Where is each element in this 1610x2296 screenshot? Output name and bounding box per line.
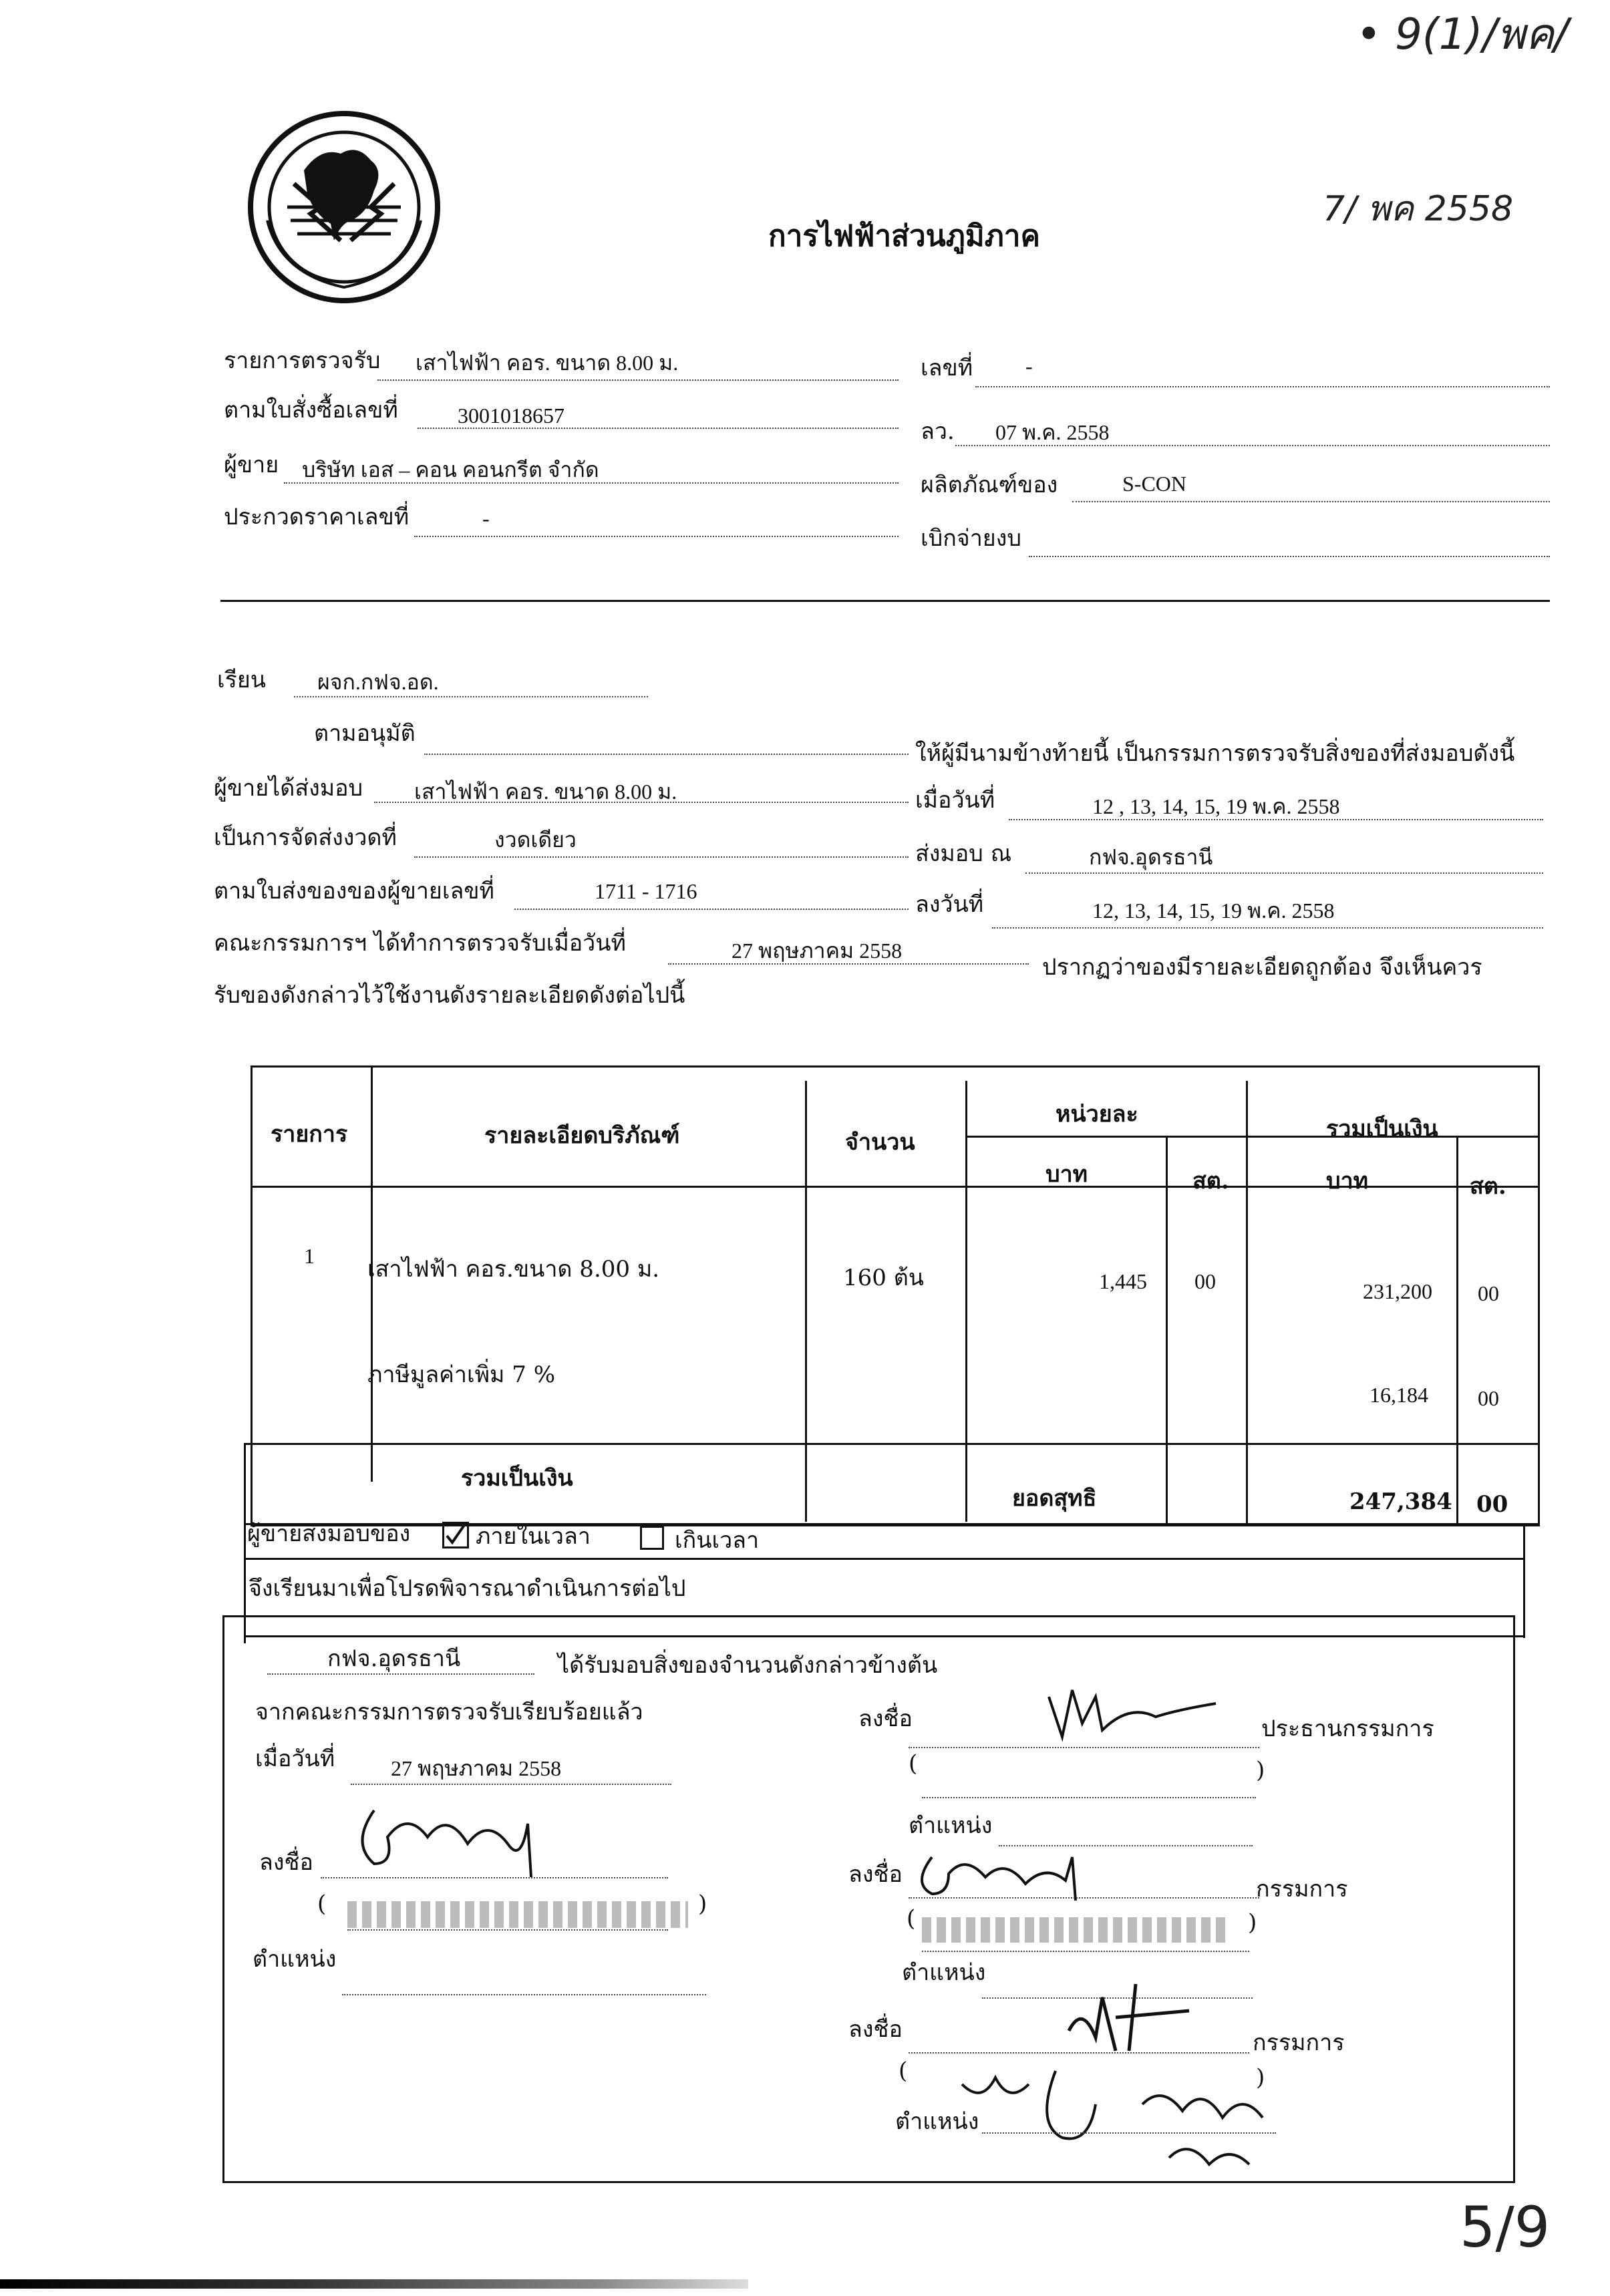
- table-row-1-unit-baht: 1,445: [1099, 1269, 1147, 1293]
- net-total-satang: 00: [1476, 1491, 1508, 1518]
- table-row-1-total-satang: 00: [1478, 1281, 1499, 1305]
- po-value: 3001018657: [458, 403, 565, 428]
- late-checkbox[interactable]: [640, 1526, 664, 1550]
- date-note: 7/ พค 2558: [1323, 189, 1514, 229]
- table-row-2-detail: ภาษีมูลค่าเพิ่ม 7 %: [367, 1361, 555, 1388]
- table-row-1-item: 1: [304, 1244, 315, 1268]
- header-divider: [220, 600, 1550, 602]
- pea-logo: [240, 107, 448, 307]
- receiver-signature: [347, 1784, 548, 1887]
- delivered-label: ผู้ขายได้ส่งมอบ: [214, 775, 363, 802]
- col-detail-header: รายละเอียดบริภัณฑ์: [484, 1122, 680, 1149]
- org-title: การไฟฟ้าส่วนภูมิภาค: [768, 219, 1040, 253]
- receipt-from-text: จากคณะกรรมการตรวจรับเรียบร้อยแล้ว: [255, 1699, 643, 1726]
- member1-name-stamp: [922, 1917, 1229, 1943]
- bid-label: ประกวดราคาเลขที่: [224, 504, 410, 530]
- to-label: เรียน: [217, 667, 267, 693]
- member1-title: กรรมการ: [1256, 1876, 1348, 1903]
- inspection-label: รายการตรวจรับ: [224, 347, 381, 374]
- corner-note: • 9(1)/พค/: [1356, 10, 1569, 59]
- committee-label: คณะกรรมการฯ ได้ทำการตรวจรับเมื่อวันที่: [214, 930, 626, 957]
- receipt-received-text: ได้รับมอบสิ่งของจำนวนดังกล่าวข้างต้น: [558, 1652, 938, 1679]
- dated-value: 07 พ.ค. 2558: [995, 420, 1110, 444]
- table-row-2-total-baht: 16,184: [1370, 1383, 1428, 1407]
- table-row-1-unit-satang: 00: [1194, 1269, 1216, 1293]
- member2-position-label: ตำแหน่ง: [895, 2108, 979, 2135]
- signed-date-value: 12, 13, 14, 15, 19 พ.ค. 2558: [1092, 898, 1335, 923]
- member1-close-paren: ): [1248, 1909, 1257, 1936]
- receipt-date-value: 27 พฤษภาคม 2558: [391, 1756, 562, 1780]
- col-total-header: รวมเป็นเงิน: [1326, 1116, 1438, 1142]
- po-label: ตามใบสั่งซื้อเลขที่: [224, 397, 398, 424]
- approval-label: ตามอนุมัติ: [314, 720, 416, 747]
- when-value: 12 , 13, 14, 15, 19 พ.ค. 2558: [1092, 794, 1340, 818]
- col-qty-header: จำนวน: [845, 1129, 915, 1156]
- chair-signature: [1042, 1677, 1223, 1753]
- receipt-date-label: เมื่อวันที่: [255, 1746, 335, 1772]
- member1-signature: [912, 1837, 1092, 1907]
- unit-satang-header: สต.: [1192, 1168, 1229, 1194]
- member1-open-paren: (: [907, 1905, 916, 1932]
- late-label: เกินเวลา: [675, 1527, 760, 1554]
- receiver-sign-label: ลงชื่อ: [259, 1849, 313, 1876]
- net-label: ยอดสุทธิ: [1012, 1485, 1097, 1512]
- invoice-label: ตามใบส่งของของผู้ขายเลขที่: [214, 878, 494, 905]
- chair-open-paren: (: [909, 1750, 918, 1777]
- chair-title: ประธานกรรมการ: [1261, 1715, 1434, 1742]
- total-satang-header: สต.: [1470, 1173, 1506, 1200]
- table-row-1-qty: 160 ต้น: [843, 1265, 925, 1291]
- installment-value: งวดเดียว: [494, 828, 577, 852]
- invoice-value: 1711 - 1716: [595, 879, 697, 903]
- scan-edge: [0, 2279, 748, 2289]
- unit-baht-header: บาท: [1045, 1161, 1088, 1188]
- seller-value: บริษัท เอส – คอน คอนกรีต จำกัด: [302, 458, 599, 482]
- member1-sign-label: ลงชื่อ: [848, 1861, 903, 1888]
- member2-sign-label: ลงชื่อ: [848, 2016, 903, 2043]
- member2-close-paren: ): [1256, 2064, 1265, 2091]
- number-label: เลขที่: [921, 355, 973, 381]
- committee-text: ปรากฏว่าของมีรายละเอียดถูกต้อง จึงเห็นควร: [1042, 954, 1482, 981]
- receiver-close-paren: ): [698, 1891, 707, 1917]
- receiver-position-label: ตำแหน่ง: [253, 1946, 337, 1973]
- delivery-label: ผู้ขายส่งมอบของ: [247, 1520, 411, 1547]
- signed-date-label: ลงวันที่: [915, 891, 984, 918]
- sum-label: รวมเป็นเงิน: [461, 1465, 573, 1492]
- net-total-baht: 247,384: [1349, 1488, 1452, 1515]
- deliver-at-label: ส่งมอบ ณ: [915, 840, 1012, 867]
- table-row-1-total-baht: 231,200: [1363, 1279, 1432, 1303]
- member2-name-scrawl: [955, 2064, 1276, 2187]
- total-baht-header: บาท: [1326, 1168, 1369, 1194]
- on-time-label: ภายในเวลา: [476, 1523, 591, 1550]
- col-unit-header: หน่วยละ: [1056, 1101, 1138, 1128]
- delivered-value: เสาไฟฟ้า คอร. ขนาด 8.00 ม.: [414, 780, 677, 804]
- bid-value: -: [482, 506, 490, 530]
- when-label: เมื่อวันที่: [915, 787, 995, 814]
- seller-label: ผู้ขาย: [224, 452, 279, 478]
- budget-label: เบิกจ่ายงบ: [921, 525, 1021, 552]
- committee-text-2: รับของดังกล่าวไว้ใช้งานดังรายละเอียดดังต่อไปนี้: [214, 982, 685, 1009]
- col-item-header: รายการ: [271, 1121, 348, 1148]
- chair-sign-label: ลงชื่อ: [858, 1705, 913, 1732]
- inspection-value: เสาไฟฟ้า คอร. ขนาด 8.00 ม.: [416, 351, 679, 375]
- chair-close-paren: ): [1256, 1757, 1265, 1784]
- deliver-at-value: กฟจ.อุดรธานี: [1089, 845, 1213, 869]
- product-value: S-CON: [1122, 472, 1187, 496]
- chair-position-label: ตำแหน่ง: [909, 1812, 993, 1839]
- member2-title: กรรมการ: [1253, 2029, 1345, 2056]
- page-number: 5/9: [1460, 2194, 1551, 2260]
- member2-signature: [1056, 1977, 1202, 2060]
- dated-label: ลว.: [921, 418, 955, 445]
- receipt-office: กฟจ.อุดรธานี: [327, 1645, 461, 1672]
- committee-value: 27 พฤษภาคม 2558: [732, 939, 903, 963]
- installment-label: เป็นการจัดส่งงวดที่: [214, 824, 397, 851]
- table-row-2-total-satang: 00: [1478, 1386, 1499, 1410]
- member2-open-paren: (: [899, 2058, 908, 2084]
- request-text: จึงเรียนมาเพื่อโปรดพิจารณาดำเนินการต่อไป: [249, 1575, 686, 1602]
- member1-position-label: ตำแหน่ง: [902, 1959, 986, 1986]
- product-label: ผลิตภัณฑ์ของ: [921, 472, 1058, 498]
- receiver-name-stamp: [347, 1901, 688, 1928]
- to-value: ผจก.กฟจ.อด.: [317, 670, 439, 694]
- table-row-1-detail: เสาไฟฟ้า คอร.ขนาด 8.00 ม.: [367, 1256, 660, 1283]
- number-value: -: [1025, 354, 1033, 378]
- receiver-open-paren: (: [317, 1891, 327, 1917]
- on-time-checkbox[interactable]: [442, 1522, 469, 1548]
- approval-text: ให้ผู้มีนามข้างท้ายนี้ เป็นกรรมการตรวจรับสิ่งของที่ส่งมอบดังนี้: [915, 740, 1515, 767]
